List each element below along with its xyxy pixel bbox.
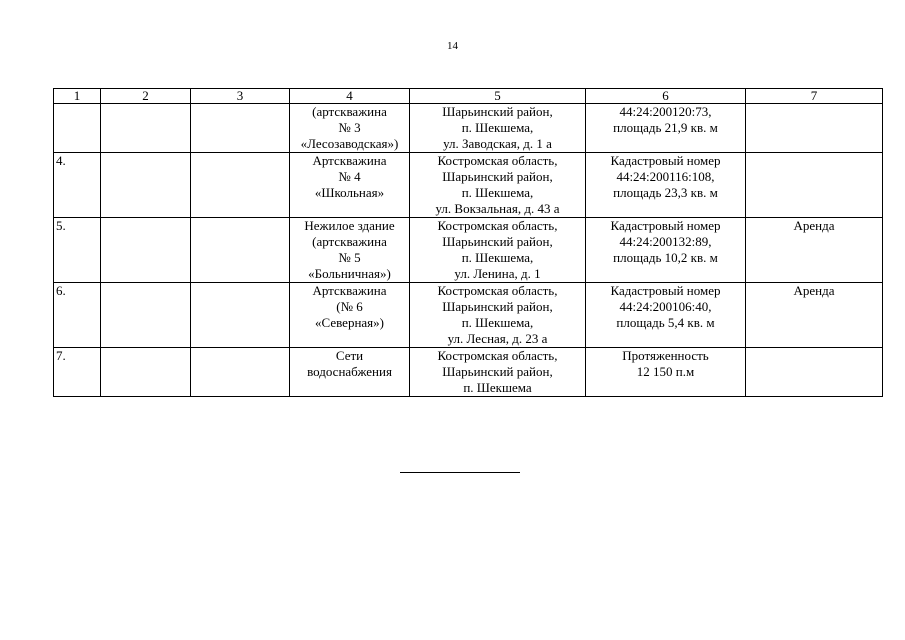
cell-line: площадь 23,3 кв. м [613,185,718,200]
cell-line: 44:24:200120:73, [619,104,712,119]
table-cell-c1: 5. [54,218,101,283]
table-cell-c7: Аренда [746,283,883,348]
cell-line: Артскважина [312,153,387,168]
cell-line: (артскважина [312,104,387,119]
cell-line: 44:24:200132:89, [619,234,712,249]
table-cell-c2 [101,283,191,348]
table-cell-c1: 7. [54,348,101,397]
table-cell-c7 [746,348,883,397]
cell-line: «Школьная» [314,185,385,200]
cell-line: 12 150 п.м [636,364,695,379]
table-row [54,283,883,348]
table-cell-c4 [290,153,410,218]
table-cell-c5 [410,104,586,153]
footer-rule [400,472,520,473]
cell-line: п. Шекшема, [461,250,534,265]
cell-line: Шарьинский район, [442,299,553,314]
cell-line: водоснабжения [307,364,392,379]
cell-line: Костромская область, [437,218,558,233]
cell-line: 44:24:200116:108, [616,169,715,184]
cell-line: Шарьинский район, [442,234,553,249]
cell-line: Костромская область, [437,348,558,363]
table-cell-c2 [101,218,191,283]
table-cell-c3 [191,104,290,153]
cell-line: Шарьинский район, [442,104,553,119]
cell-line: ул. Ленина, д. 1 [454,266,541,281]
table-cell-c7 [746,153,883,218]
cell-line: Нежилое здание [304,218,395,233]
cell-line: Сети [335,348,364,363]
cell-line: «Северная») [315,315,384,330]
table-cell-c6 [586,153,746,218]
cell-line: ул. Заводская, д. 1 а [443,136,552,151]
table-cell-c4 [290,283,410,348]
cell-line: Артскважина [312,283,387,298]
cell-line: ул. Вокзальная, д. 43 а [435,201,560,216]
cell-line: «Лесозаводская») [300,136,399,151]
column-header: 1 [54,89,101,104]
column-header: 5 [410,89,586,104]
table-cell-c4 [290,348,410,397]
column-header: 7 [746,89,883,104]
cell-line: Протяженность [622,348,709,363]
table-cell-c4 [290,218,410,283]
table-cell-c3 [191,218,290,283]
table-cell-c3 [191,153,290,218]
cell-line: Кадастровый номер [610,218,721,233]
column-header: 4 [290,89,410,104]
cell-line: Шарьинский район, [442,364,553,379]
table-cell-c1: 4. [54,153,101,218]
cell-line: № 5 [338,250,361,265]
cell-line: Костромская область, [437,153,558,168]
table-cell-c5 [410,283,586,348]
property-registry-table [53,88,883,397]
page-number: 14 [447,40,458,52]
column-header: 6 [586,89,746,104]
cell-line: Шарьинский район, [442,169,553,184]
cell-line: п. Шекшема, [461,315,534,330]
table-cell-c4 [290,104,410,153]
table-row [54,153,883,218]
cell-line: п. Шекшема, [461,120,534,135]
table-cell-c2 [101,104,191,153]
cell-line: п. Шекшема [463,380,532,395]
cell-line: Кадастровый номер [610,153,721,168]
cell-line: Костромская область, [437,283,558,298]
table-cell-c6 [586,218,746,283]
table-cell-c1 [54,104,101,153]
cell-line: площадь 21,9 кв. м [613,120,718,135]
cell-line: площадь 10,2 кв. м [613,250,718,265]
cell-line: «Больничная») [308,266,391,281]
cell-line: № 3 [338,120,361,135]
cell-line: Кадастровый номер [610,283,721,298]
cell-line: (артскважина [312,234,387,249]
table-cell-c5 [410,348,586,397]
cell-line: (№ 6 [336,299,363,314]
table-row [54,348,883,397]
table-row [54,218,883,283]
table-cell-c2 [101,348,191,397]
column-number-row [54,89,883,104]
cell-line: № 4 [338,169,361,184]
table-cell-c7: Аренда [746,218,883,283]
table-cell-c3 [191,348,290,397]
cell-line: п. Шекшема, [461,185,534,200]
column-header: 2 [101,89,191,104]
column-header: 3 [191,89,290,104]
table-row [54,104,883,153]
cell-line: площадь 5,4 кв. м [616,315,715,330]
table-cell-c6 [586,348,746,397]
table-cell-c6 [586,104,746,153]
table-cell-c1: 6. [54,283,101,348]
cell-line: 44:24:200106:40, [619,299,712,314]
table-cell-c3 [191,283,290,348]
table-cell-c5 [410,218,586,283]
table-cell-c2 [101,153,191,218]
cell-line: ул. Лесная, д. 23 а [447,331,548,346]
table-cell-c5 [410,153,586,218]
table-cell-c7 [746,104,883,153]
table-cell-c6 [586,283,746,348]
